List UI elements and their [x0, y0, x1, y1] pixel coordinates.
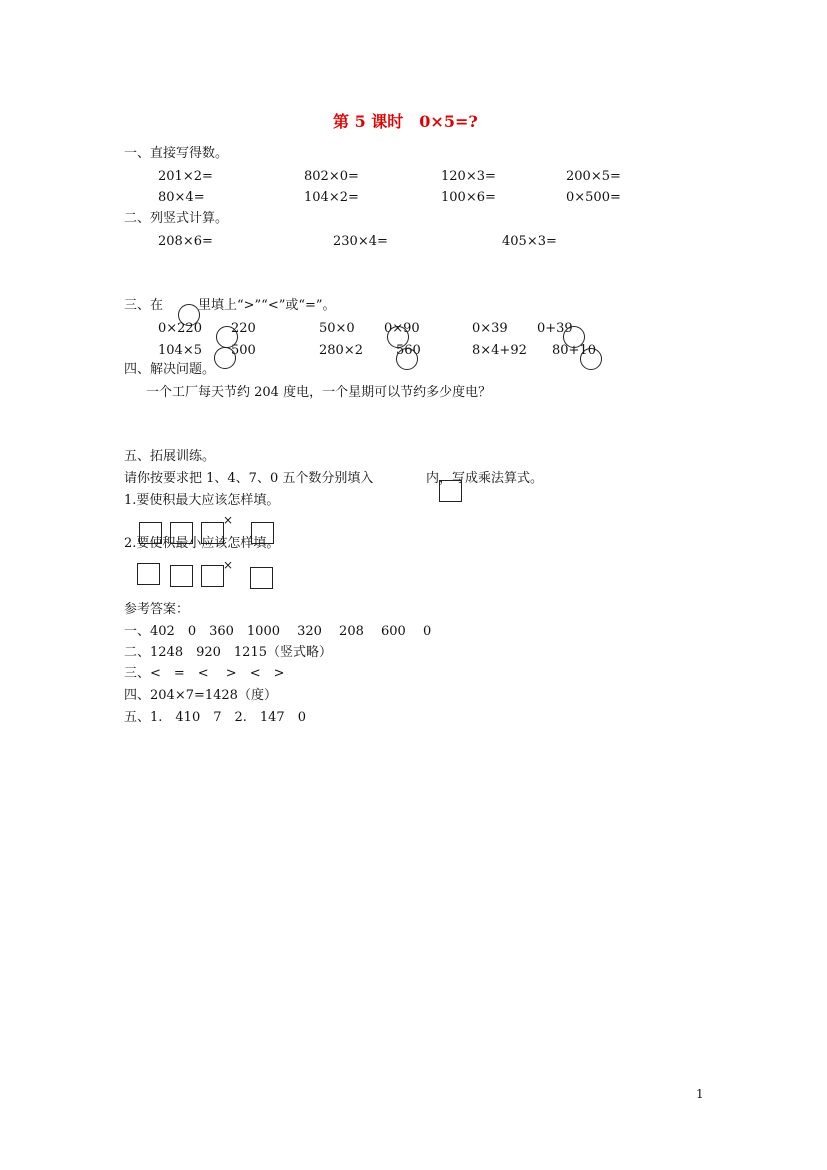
section-2-heading: 二、列竖式计算。 — [124, 211, 229, 226]
calc-item: 104×2= — [304, 190, 359, 205]
answer-line: 三、< = < > < > — [124, 666, 285, 681]
word-problem: 一个工厂每天节约 204 度电，一个星期可以节约多少度电？ — [146, 385, 492, 400]
vertical-calc-item: 405×3= — [502, 234, 557, 249]
compare-right: 500 — [231, 343, 256, 358]
compare-left: 280×2 — [319, 343, 363, 358]
answer-line: 五、1. 410 7 2. 147 0 — [124, 710, 306, 725]
section-5-heading: 五、拓展训练。 — [124, 449, 216, 464]
page-number: 1 — [696, 1087, 704, 1101]
answers-heading: 参考答案： — [124, 602, 190, 617]
compare-circle[interactable] — [396, 348, 418, 370]
times-sign: × — [223, 513, 234, 527]
digit-box[interactable] — [250, 567, 273, 589]
calc-item: 200×5= — [566, 169, 621, 184]
calc-item: 0×500= — [566, 190, 621, 205]
section-4-heading: 四、解决问题。 — [124, 362, 216, 377]
calc-item: 802×0= — [304, 169, 359, 184]
section-3-heading-rest: 里填上“>”“<”或“=”。 — [198, 298, 336, 313]
compare-right: 220 — [231, 321, 256, 336]
compare-left: 50×0 — [319, 321, 355, 336]
calc-item: 80×4= — [158, 190, 205, 205]
answer-line: 四、204×7=1428（度） — [124, 688, 277, 703]
compare-circle[interactable] — [563, 326, 585, 348]
section-1-heading: 一、直接写得数。 — [124, 146, 229, 161]
section-5-intro-rest: 内，写成乘法算式。 — [426, 471, 544, 486]
compare-left: 0×220 — [158, 321, 202, 336]
compare-right: 0×90 — [384, 321, 420, 336]
digit-box[interactable] — [170, 565, 193, 587]
compare-right: 0+39 — [537, 321, 573, 336]
vertical-calc-item: 230×4= — [333, 234, 388, 249]
answer-line: 二、1248 920 1215（竖式略） — [124, 645, 332, 660]
compare-left: 104×5 — [158, 343, 202, 358]
calc-item: 201×2= — [158, 169, 213, 184]
compare-circle[interactable] — [580, 348, 602, 370]
question-1: 1.要使积最大应该怎样填。 — [124, 493, 280, 508]
calc-item: 100×6= — [441, 190, 496, 205]
page-title: 第 5 课时 0×5=? — [333, 112, 478, 131]
question-2: 2.要使积最小应该怎样填。 — [124, 536, 280, 551]
digit-box[interactable] — [137, 563, 160, 585]
compare-circle[interactable] — [214, 347, 236, 369]
compare-left: 0×39 — [472, 321, 508, 336]
vertical-calc-item: 208×6= — [158, 234, 213, 249]
section-5-intro: 请你按要求把 1、4、7、0 五个数分别填入 — [124, 471, 374, 486]
compare-circle[interactable] — [387, 326, 409, 348]
compare-circle[interactable] — [216, 326, 238, 348]
compare-left: 8×4+92 — [472, 343, 527, 358]
compare-right: 80+10 — [552, 343, 596, 358]
digit-box[interactable] — [201, 565, 224, 587]
times-sign: × — [223, 558, 234, 572]
calc-item: 120×3= — [441, 169, 496, 184]
digit-box[interactable] — [439, 480, 462, 502]
compare-right: 560 — [396, 343, 421, 358]
section-3-heading: 三、在 — [124, 298, 164, 313]
answer-line: 一、402 0 360 1000 320 208 600 0 — [124, 624, 432, 639]
